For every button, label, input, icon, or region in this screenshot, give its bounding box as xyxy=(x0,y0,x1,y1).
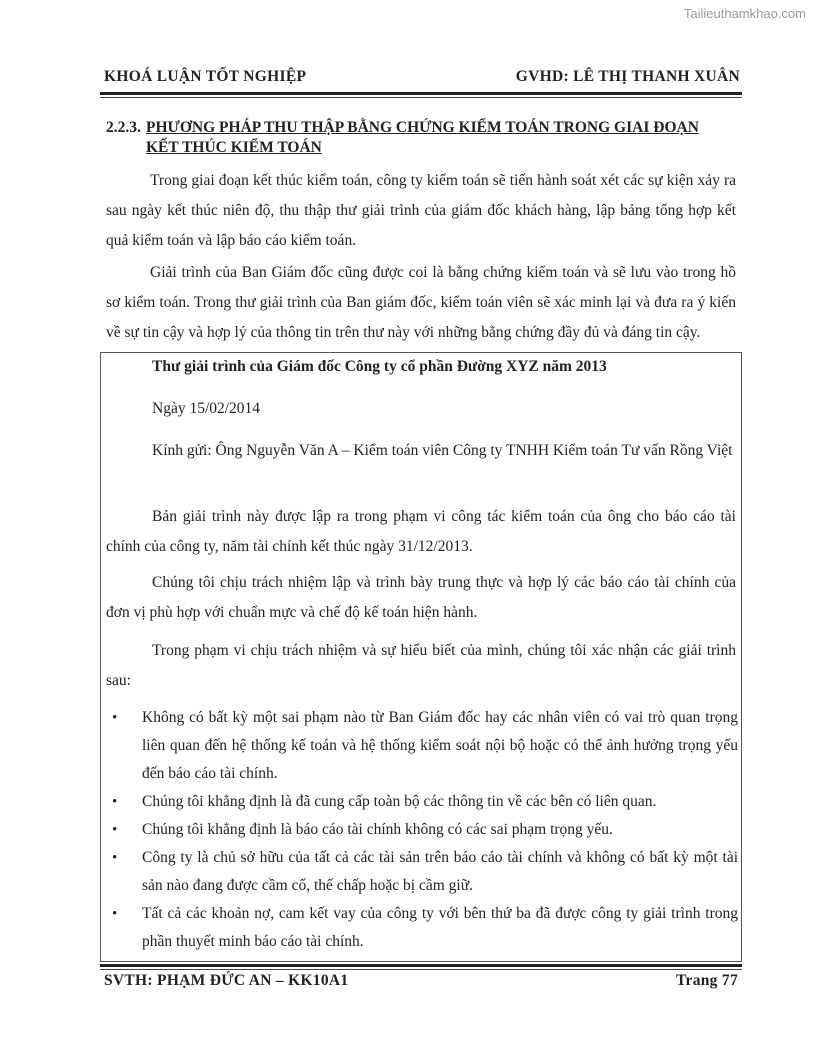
section-title-line1: PHƯƠNG PHÁP THU THẬP BẰNG CHỨNG KIỂM TOÁN TRONG GIAI ĐOẠN xyxy=(146,119,699,136)
watermark: Tailieuthamkhao.com xyxy=(683,6,806,21)
header-rule-thin xyxy=(100,97,742,98)
list-item: • Tất cả các khoản nợ, cam kết vay của công ty với bên thứ ba đã được công ty giải trình trong phần thuyết minh báo cáo tài chính. xyxy=(106,900,738,956)
bullet-icon: • xyxy=(112,906,118,922)
letter-bullet-list xyxy=(106,704,738,956)
header-right: GVHD: LÊ THỊ THANH XUÂN xyxy=(515,68,740,85)
list-item: • Chúng tôi khẳng định là báo cáo tài chính không có các sai phạm trọng yếu. xyxy=(106,816,738,844)
letter-body-1: Bản giải trình này được lập ra trong phạm vi công tác kiểm toán của ông cho báo cáo tài chính của công ty, năm tài chính kết thúc ngày 31/12/2013. xyxy=(106,508,736,555)
paragraph-1 xyxy=(106,166,736,256)
bullet-icon: • xyxy=(112,850,118,866)
letter-body-3: Trong phạm vi chịu trách nhiệm và sự hiểu biết của mình, chúng tôi xác nhận các giải trình sau: xyxy=(106,642,736,689)
page-number: Trang 77 xyxy=(676,972,738,989)
footer-rule xyxy=(100,964,742,967)
list-item: • Không có bất kỳ một sai phạm nào từ Ban Giám đốc hay các nhân viên có vai trò quan trọng liên quan đến hệ thống kế toán và hệ thống kiểm soát nội bộ hoặc có thể ảnh hưởng trọng yếu đến báo cáo tài chính. xyxy=(106,704,738,788)
letter-title: Thư giải trình của Giám đốc Công ty cổ phần Đường XYZ năm 2013 xyxy=(152,358,607,375)
paragraph-2 xyxy=(106,258,736,348)
list-item: • Công ty là chủ sở hữu của tất cả các tài sản trên báo cáo tài chính và không có bất kỳ một tài sản nào đang được cầm cố, thế chấp hoặc bị cầm giữ. xyxy=(106,844,738,900)
header-rule xyxy=(100,92,742,95)
paragraph-text: Trong giai đoạn kết thúc kiểm toán, công ty kiểm toán sẽ tiến hành soát xét các sự kiện xảy ra sau ngày kết thúc niên độ, thu thập thư giải trình của giám đốc khách hàng, lập bảng tổng hợp kết quả kiểm toán và lập báo cáo kiểm toán. xyxy=(106,172,736,249)
header-left: KHOÁ LUẬN TỐT NGHIỆP xyxy=(104,68,307,85)
paragraph-text: Giải trình của Ban Giám đốc cũng được coi là bằng chứng kiểm toán và sẽ lưu vào trong hồ sơ kiểm toán. Trong thư giải trình của Ban giám đốc, kiểm toán viên sẽ xác minh lại và đưa ra ý kiến về sự tin cậy và hợp lý của thông tin trên thư này với những bằng chứng đầy đủ và đáng tin cậy. xyxy=(106,264,736,341)
list-item: • Chúng tôi khẳng định là đã cung cấp toàn bộ các thông tin về các bên có liên quan. xyxy=(106,788,738,816)
bullet-icon: • xyxy=(112,710,118,726)
letter-salutation: Kính gửi: Ông Nguyễn Văn A – Kiểm toán viên Công ty TNHH Kiểm toán Tư vấn Rồng Việt xyxy=(152,442,733,459)
footer-left: SVTH: PHẠM ĐỨC AN – KK10A1 xyxy=(104,972,349,989)
bullet-icon: • xyxy=(112,822,118,838)
bullet-icon: • xyxy=(112,794,118,810)
letter-date: Ngày 15/02/2014 xyxy=(152,400,261,417)
page-header xyxy=(104,68,740,86)
page-footer xyxy=(104,972,738,990)
section-heading xyxy=(106,118,736,158)
letter-body-2: Chúng tôi chịu trách nhiệm lập và trình bày trung thực và hợp lý các báo cáo tài chính của đơn vị phù hợp với chuẩn mực và chế độ kế toán hiện hành. xyxy=(106,574,736,621)
section-number: 2.2.3. xyxy=(106,119,141,136)
footer-rule-thin xyxy=(100,969,742,970)
section-title-line2: KẾT THÚC KIỂM TOÁN xyxy=(146,139,322,156)
